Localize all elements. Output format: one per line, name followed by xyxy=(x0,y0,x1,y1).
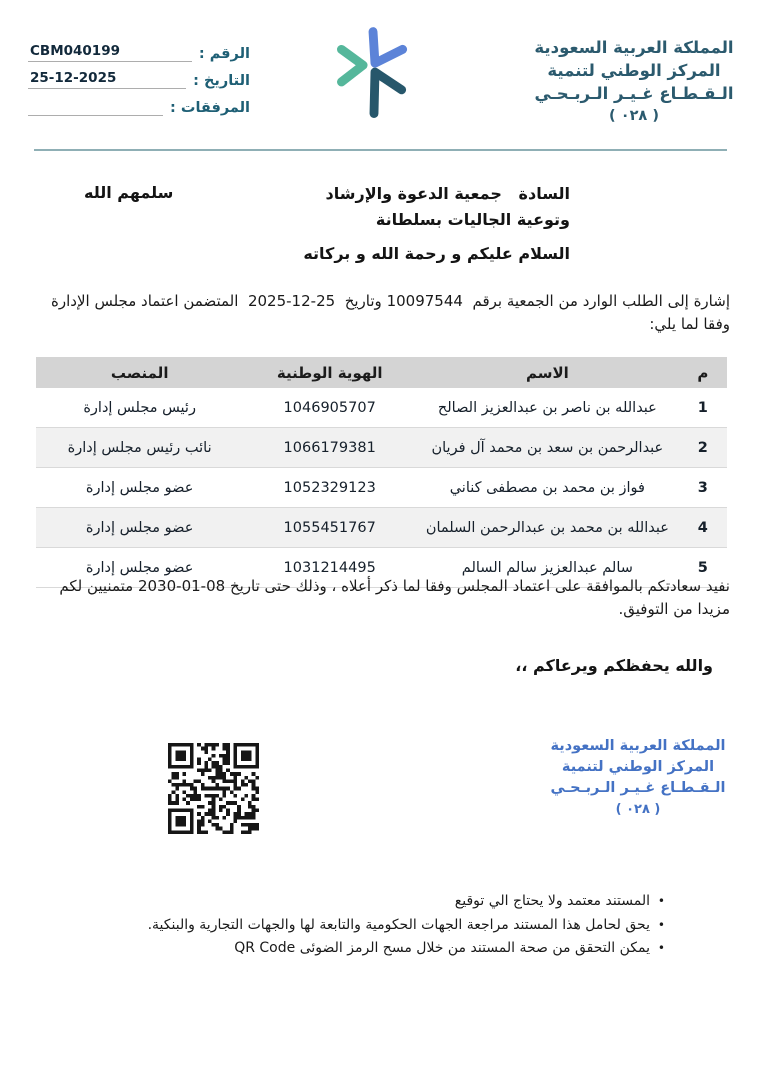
cell-no: 3 xyxy=(697,479,708,496)
field-number xyxy=(28,40,250,62)
logo-green-chevron xyxy=(341,49,363,82)
org-name-block xyxy=(527,36,741,128)
field-date-value: 25-12-2025 xyxy=(28,70,186,89)
cell-no: 4 xyxy=(697,519,708,536)
header-divider xyxy=(34,149,727,151)
approval-paragraph: نفيد سعادتكم بالموافقة على اعتماد المجلس وفقا لما ذكر أعلاه ، وذلك حتى تاريخ 08-01-2030 متمنيين لكم مزيدا من التوفيق. xyxy=(59,577,730,618)
field-attachments xyxy=(28,94,250,116)
field-attachments-value xyxy=(28,97,163,116)
footer-notes xyxy=(36,890,665,961)
addressee-line-2: وتوعية الجاليات بسلطانة xyxy=(375,210,570,229)
cell-national-id: 1055451767 xyxy=(283,519,376,536)
ncnp-star-logo-icon xyxy=(300,18,448,138)
field-date-label: التاريخ : xyxy=(193,73,250,89)
header-no: م xyxy=(679,357,727,388)
table-row xyxy=(36,508,727,548)
letter-meta-fields xyxy=(28,40,250,121)
field-number-value: CBM040199 xyxy=(28,43,192,62)
table-row xyxy=(36,428,727,468)
cell-national-id: 1046905707 xyxy=(283,399,376,416)
header-name: الاسم xyxy=(416,357,679,388)
cell-position: نائب رئيس مجلس إدارة xyxy=(67,439,212,456)
field-attachments-label: المرفقات : xyxy=(170,100,250,116)
org-name-line: الـقـطـاع غـيـر الـربـحـي xyxy=(534,84,734,103)
addressee-block xyxy=(303,181,570,267)
cell-no: 1 xyxy=(697,399,708,416)
org-name-line: المملكة العربية السعودية xyxy=(534,38,734,57)
footer-note: • يمكن التحقق من صحة المستند من خلال مسح الرمز الضوئى QR Code xyxy=(36,937,665,961)
stamp-line: المركز الوطني لتنمية xyxy=(561,759,715,775)
board-members-table xyxy=(36,357,727,588)
cell-position: عضو مجلس إدارة xyxy=(85,479,194,496)
cell-no: 5 xyxy=(697,559,708,576)
greeting: السلام عليكم و رحمة الله و بركاته xyxy=(303,244,570,263)
footer-note: • المستند معتمد ولا يحتاج الي توقيع xyxy=(36,890,665,914)
qr-code-icon xyxy=(168,743,259,834)
org-name-line: المركز الوطني لتنمية xyxy=(547,61,721,80)
cell-name: سالم عبدالعزيز سالم السالم xyxy=(461,559,633,576)
table-row xyxy=(36,388,727,428)
cell-national-id: 1031214495 xyxy=(283,559,376,576)
cell-national-id: 1066179381 xyxy=(283,439,376,456)
cell-name: عبدالله بن ناصر بن عبدالعزيز الصالح xyxy=(437,399,657,416)
closing-phrase: والله يحفظكم ويرعاكم ،، xyxy=(515,656,713,675)
cell-national-id: 1052329123 xyxy=(283,479,376,496)
field-date xyxy=(28,67,250,89)
addressee-line-1: السادة جمعية الدعوة والإرشاد xyxy=(325,184,570,203)
logo-blue-stroke xyxy=(373,32,403,64)
org-code: ( ٠٢٨ ) xyxy=(609,108,659,124)
cell-name: عبدالرحمن بن سعد بن محمد آل فريان xyxy=(431,439,664,456)
footer-note: • يحق لحامل هذا المستند مراجعة الجهات الحكومية والتابعة لها والجهات التجارية والبنكية. xyxy=(36,914,665,938)
stamp-line: المملكة العربية السعودية xyxy=(550,738,726,754)
header-national-id: الهوية الوطنية xyxy=(243,357,416,388)
cell-name: عبدالله بن محمد بن عبدالرحمن السلمان xyxy=(425,519,669,536)
org-stamp-block xyxy=(534,736,742,820)
cell-no: 2 xyxy=(697,439,708,456)
cell-position: عضو مجلس إدارة xyxy=(85,559,194,576)
honorific: سلمهم الله xyxy=(84,183,174,202)
stamp-code: ( ٠٢٨ ) xyxy=(615,802,661,817)
cell-position: عضو مجلس إدارة xyxy=(85,519,194,536)
field-number-label: الرقم : xyxy=(198,46,250,62)
logo-dark-stroke xyxy=(374,72,402,113)
cell-position: رئيس مجلس إدارة xyxy=(83,399,196,416)
table-header-row xyxy=(36,357,727,388)
stamp-line: الـقـطـاع غـيـر الـربـحـي xyxy=(550,780,726,796)
cell-name: فواز بن محمد بن مصطفى كناني xyxy=(449,479,645,496)
reference-paragraph: إشارة إلى الطلب الوارد من الجمعية برقم 10097544 وتاريخ 25-12-2025 المتضمن اعتماد مجلس الإدارة وفقا لما يلي: xyxy=(51,292,730,333)
table-row xyxy=(36,468,727,508)
header-position: المنصب xyxy=(36,357,243,388)
